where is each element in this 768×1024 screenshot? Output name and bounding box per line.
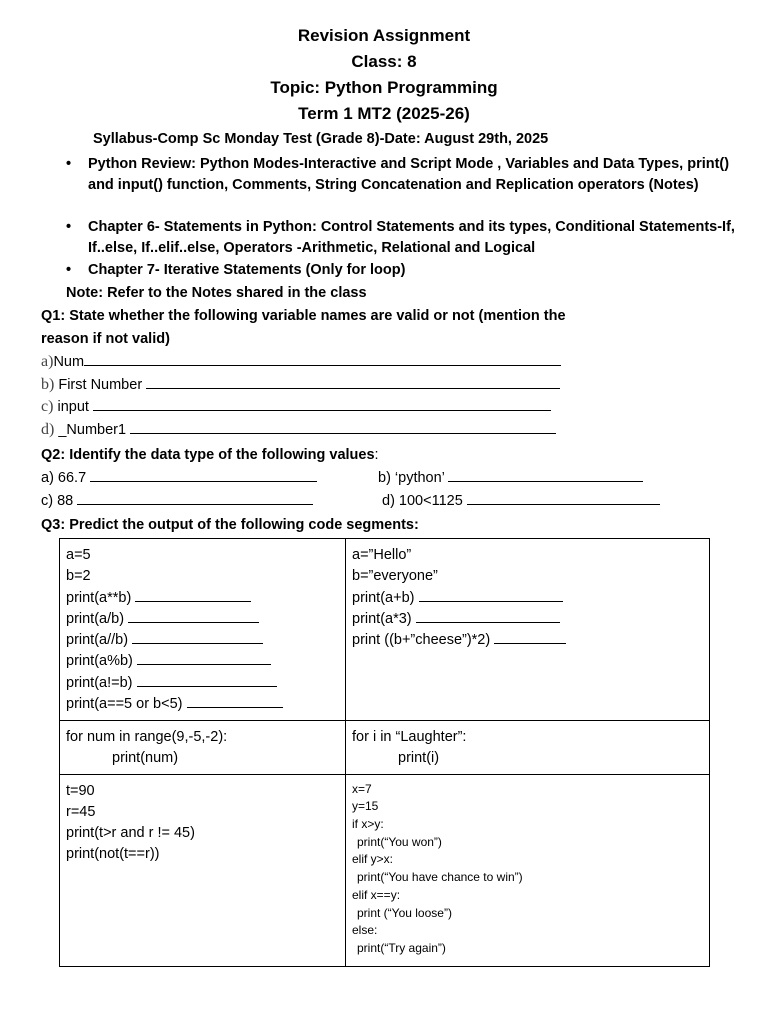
code-line: a=5 [66,547,91,563]
answer-line[interactable] [90,469,317,482]
q2-item-d [382,492,660,509]
code-cell-3 [60,721,346,775]
code-line: print(t>r and r != 45) [66,825,195,842]
code-cell-4 [346,721,710,775]
code-line [66,609,339,630]
code-line [352,630,703,651]
answer-line[interactable] [467,492,660,505]
code-line: else: [352,923,378,938]
q1-item-c [41,398,551,416]
code-line: x=7 [352,781,372,796]
item-text: b) ‘python’ [378,470,449,486]
syllabus-bullet-2 [66,217,756,259]
bullet-icon: • [66,262,72,278]
note-text: Note: Refer to the Notes shared in the class [66,285,367,301]
code-text: print(a==5 or b<5) [66,696,187,713]
code-line: y=15 [352,799,379,814]
code-line: elif y>x: [352,852,394,867]
q1-item-b [41,376,560,394]
code-line: print (“You loose”) [357,905,452,920]
q1-item-d [41,421,556,439]
term-label: Term 1 MT2 (2025-26) [298,104,470,123]
item-text: Num [53,354,85,370]
code-cell-5 [60,774,346,966]
answer-line[interactable] [135,589,251,602]
q2-item-c [41,492,313,509]
class-label: Class: 8 [351,52,417,71]
syllabus-bullet-text: Python Review: Python Modes-Interactive and Script Mode , Variables and Data Types, print() and input() function, Comments, String Concatenation and Replication operators (Notes) [88,156,730,193]
code-line: print(num) [112,750,179,767]
syllabus-bullet-text: Chapter 6- Statements in Python: Control Statements and its types, Conditional Statements-If, If..else, If..elif..else, Operators -Arithmetic, Relational and Logical [88,219,735,256]
code-text: print(a+b) [352,589,419,606]
answer-line[interactable] [93,398,551,411]
code-text: print(a*3) [352,610,416,627]
code-line: a=”Hello” [352,547,412,563]
syllabus-bullet-text: Chapter 7- Iterative Statements (Only for loop) [88,262,406,278]
answer-line[interactable] [77,492,313,505]
code-line: print(i) [398,750,440,767]
code-table [59,538,710,967]
answer-line[interactable] [494,631,566,644]
code-line [66,588,339,609]
q3-question: Q3: Predict the output of the following code segments: [41,517,419,533]
code-line: elif x==y: [352,887,401,902]
item-label: c) [41,398,54,415]
code-line [66,630,339,651]
code-cell-6 [346,774,710,966]
bullet-icon: • [66,219,72,235]
code-line: t=90 [66,782,95,799]
code-line: print(“You won”) [357,834,442,849]
syllabus-heading: Syllabus-Comp Sc Monday Test (Grade 8)-Date: August 29th, 2025 [93,131,549,147]
code-line: print(“Try again”) [357,940,446,955]
code-cell-2 [346,539,710,721]
item-text: input [53,399,93,415]
item-label: b) [41,376,55,393]
code-line: print(“You have chance to win”) [357,870,523,885]
q2-item-b [378,469,643,486]
code-line: if x>y: [352,817,384,831]
code-line [352,609,703,630]
q2-question-text: Q2: Identify the data type of the following values [41,447,375,463]
code-text: print(a**b) [66,589,136,606]
item-label: a) [41,353,54,370]
answer-line[interactable] [132,631,263,644]
code-line [66,651,339,672]
code-text: print(a!=b) [66,674,137,691]
code-text: print(a%b) [66,653,137,670]
item-text: a) 66.7 [41,470,91,486]
q1-question-line2: reason if not valid) [41,331,170,347]
q2-item-a [41,469,317,486]
item-text: _Number1 [54,422,131,438]
code-line: r=45 [66,803,96,820]
code-line: b=”everyone” [352,568,438,585]
syllabus-bullet-1 [66,154,756,217]
code-cell-1 [60,539,346,721]
answer-line[interactable] [146,376,560,389]
answer-line[interactable] [128,610,259,623]
item-label: d) [41,421,55,438]
code-line: for num in range(9,-5,-2): [66,729,228,745]
code-text: print(a/b) [66,610,129,627]
code-line [66,673,339,694]
code-line: print(not(t==r)) [66,846,160,863]
answer-line[interactable] [130,421,556,434]
code-text: print(a//b) [66,632,133,649]
code-text: print ((b+”cheese”)*2) [352,632,495,649]
code-line: b=2 [66,568,91,585]
item-text: First Number [54,377,147,393]
item-text: c) 88 [41,493,78,509]
answer-line[interactable] [448,469,643,482]
answer-line[interactable] [419,589,563,602]
assignment-title: Revision Assignment [297,26,471,45]
code-line: for i in “Laughter”: [352,729,467,745]
q1-question-line1: Q1: State whether the following variable names are valid or not (mention the [41,308,566,324]
topic-label: Topic: Python Programming [270,78,498,97]
answer-line[interactable] [187,695,283,708]
answer-line[interactable] [137,652,271,665]
item-text: d) 100<1125 [382,493,467,509]
code-line [66,694,339,715]
answer-line[interactable] [84,353,561,366]
answer-line[interactable] [416,610,560,623]
syllabus-bullet-3 [66,260,756,281]
answer-line[interactable] [137,674,277,687]
code-line [352,588,703,609]
q2-question [41,447,379,463]
q1-item-a [41,353,561,371]
q2-colon: : [374,447,379,463]
bullet-icon: • [66,156,72,172]
